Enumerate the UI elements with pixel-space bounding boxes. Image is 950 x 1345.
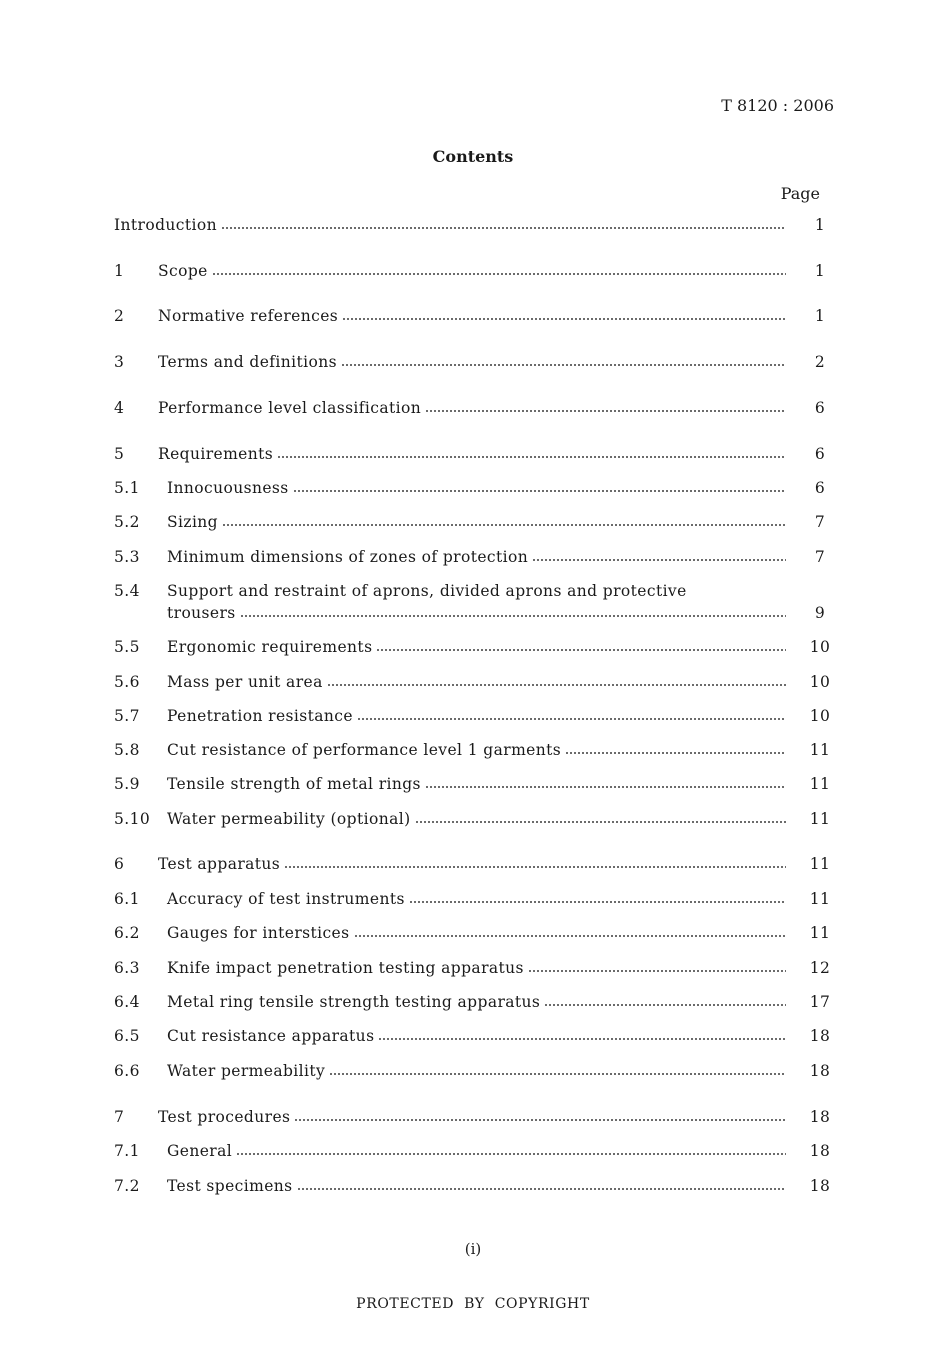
toc-entry-number: 6.2 [114,924,140,942]
page-title: Contents [432,147,514,166]
toc-subentry[interactable] [114,808,842,830]
toc-entry-page: 11 [809,810,831,828]
toc-entry[interactable] [114,853,842,875]
toc-entry-label: Minimum dimensions of zones of protection [167,548,529,566]
toc-entry-number: 5.8 [114,741,140,759]
toc-entry-number: 7 [114,1108,125,1126]
toc-subentry[interactable] [114,477,842,499]
dot-leader [544,1002,786,1007]
toc-subentry[interactable] [114,580,842,624]
dot-leader [297,1186,786,1191]
copyright-notice: PROTECTED BY COPYRIGHT [356,1296,590,1312]
toc-entry-introduction[interactable] [114,214,842,236]
toc-entry-label-continued: trousers [167,604,236,622]
toc-entry-label: Introduction [114,216,217,234]
dot-leader [565,750,786,755]
toc-entry-label: Performance level classification [158,399,422,417]
toc-entry[interactable] [114,351,842,373]
toc-entry-label: Innocuousness [167,479,289,497]
toc-entry[interactable] [114,397,842,419]
toc-entry-page: 1 [814,307,826,325]
toc-entry-page: 12 [809,959,831,977]
toc-entry-label: Cut resistance of performance level 1 garments [167,741,562,759]
toc-entry-page: 18 [809,1142,831,1160]
toc-subentry[interactable] [114,1175,842,1197]
toc-subentry[interactable] [114,922,842,944]
toc-entry-number: 5.2 [114,513,140,531]
toc-entry-page: 6 [814,399,826,417]
dot-leader [532,557,786,562]
toc-entry-page: 17 [809,993,831,1011]
toc-entry-number: 5.7 [114,707,140,725]
toc-entry-label: Test specimens [167,1177,293,1195]
toc-subentry[interactable] [114,888,842,910]
toc-entry-number: 5.4 [114,582,140,600]
toc-entry-label: Accuracy of test instruments [167,890,405,908]
toc-entry-page: 2 [814,353,826,371]
dot-leader [293,488,786,493]
dot-leader [329,1071,786,1076]
toc-entry-label: Support and restraint of aprons, divided aprons and protective [167,582,687,600]
toc-subentry[interactable] [114,705,842,727]
toc-entry-label: Normative references [158,307,339,325]
toc-entry-label: Knife impact penetration testing apparatus [167,959,524,977]
toc-entry-page: 10 [809,638,831,656]
toc-entry-label: Water permeability [167,1062,326,1080]
dot-leader [342,316,786,321]
toc-entry-number: 6 [114,855,125,873]
toc-entry-number: 4 [114,399,125,417]
toc-entry-page: 7 [814,513,826,531]
toc-entry-page: 18 [809,1062,831,1080]
toc-entry-page: 18 [809,1177,831,1195]
dot-leader [357,716,786,721]
toc-entry-label: Requirements [158,445,274,463]
toc-entry-number: 2 [114,307,125,325]
toc-entry-page: 10 [809,707,831,725]
toc-entry-number: 3 [114,353,125,371]
dot-leader [415,819,786,824]
dot-leader [240,613,786,618]
toc-entry-page: 7 [814,548,826,566]
dot-leader [327,682,786,687]
toc-subentry[interactable] [114,511,842,533]
toc-entry-number: 6.6 [114,1062,140,1080]
toc-entry-number: 5 [114,445,125,463]
toc-entry-label: Sizing [167,513,219,531]
toc-entry-page: 11 [809,741,831,759]
toc-entry-number: 5.6 [114,673,140,691]
toc-subentry[interactable] [114,991,842,1013]
dot-leader [409,899,786,904]
toc-subentry[interactable] [114,546,842,568]
toc-subentry[interactable] [114,671,842,693]
toc-subentry[interactable] [114,1060,842,1082]
toc-entry-number: 6.4 [114,993,140,1011]
toc-entry-page: 9 [814,604,826,622]
dot-leader [341,362,786,367]
toc-entry-number: 6.3 [114,959,140,977]
toc-entry-number: 7.2 [114,1177,140,1195]
toc-entry-number: 5.9 [114,775,140,793]
toc-entry-label: Water permeability (optional) [167,810,411,828]
toc-entry-number: 5.3 [114,548,140,566]
toc-entry[interactable] [114,305,842,327]
toc-entry-number: 1 [114,262,125,280]
toc-entry-number: 6.5 [114,1027,140,1045]
toc-entry-label: Tensile strength of metal rings [167,775,421,793]
toc-entry-page: 11 [809,890,831,908]
dot-leader [222,522,786,527]
toc-entry-label: Penetration resistance [167,707,353,725]
dot-leader [425,408,786,413]
dot-leader [284,864,786,869]
toc-entry-label: Test procedures [158,1108,291,1126]
toc-entry-label: Terms and definitions [158,353,337,371]
toc-entry-page: 11 [809,775,831,793]
toc-entry-label: Test apparatus [158,855,281,873]
toc-entry-number: 5.5 [114,638,140,656]
toc-entry-page: 18 [809,1027,831,1045]
dot-leader [277,454,786,459]
toc-entry-number: 5.10 [114,810,151,828]
dot-leader [376,647,786,652]
dot-leader [528,968,786,973]
dot-leader [378,1036,786,1041]
toc-entry-number: 6.1 [114,890,140,908]
document-number: T 8120 : 2006 [721,96,834,115]
toc-entry-label: Metal ring tensile strength testing apparatus [167,993,541,1011]
dot-leader [425,784,786,789]
toc-entry-page: 10 [809,673,831,691]
toc-entry-page: 6 [814,445,826,463]
toc-subentry[interactable] [114,1025,842,1047]
toc-entry-page: 11 [809,924,831,942]
toc-subentry[interactable] [114,1140,842,1162]
toc-entry-label: Scope [158,262,208,280]
dot-leader [221,225,786,230]
footer-page-number: (i) [464,1240,482,1258]
toc-entry-label: Cut resistance apparatus [167,1027,375,1045]
toc-subentry[interactable] [114,636,842,658]
toc-entry[interactable] [114,443,842,465]
toc-entry-page: 1 [814,216,826,234]
toc-entry-page: 6 [814,479,826,497]
toc-subentry[interactable] [114,957,842,979]
dot-leader [212,271,786,276]
dot-leader [294,1117,786,1122]
toc-entry-number: 7.1 [114,1142,140,1160]
toc-entry-label: Ergonomic requirements [167,638,373,656]
toc-entry-label: General [167,1142,233,1160]
toc-entry-number: 5.1 [114,479,140,497]
toc-subentry[interactable] [114,773,842,795]
toc-entry-label: Mass per unit area [167,673,323,691]
toc-entry[interactable] [114,1106,842,1128]
toc-entry[interactable] [114,260,842,282]
toc-entry-page: 11 [809,855,831,873]
page-column-label: Page [780,184,820,203]
toc-entry-label: Gauges for interstices [167,924,350,942]
dot-leader [354,933,787,938]
toc-entry-page: 18 [809,1108,831,1126]
toc-entry-page: 1 [814,262,826,280]
dot-leader [236,1151,786,1156]
toc-subentry[interactable] [114,739,842,761]
